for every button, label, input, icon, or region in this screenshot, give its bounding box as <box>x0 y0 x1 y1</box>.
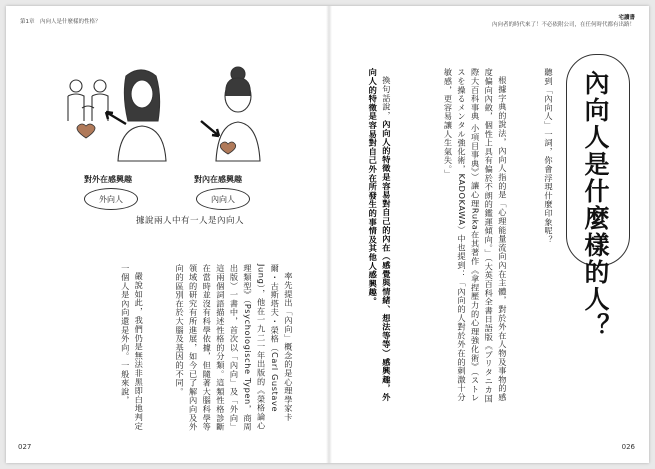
illustration-caption: 據說兩人中有一人是內向人 <box>136 216 245 226</box>
left-figure-label: 對外在感興趣 <box>84 175 132 184</box>
right-body-text <box>426 68 536 408</box>
right-page-number: 026 <box>621 443 635 451</box>
left-page-number: 027 <box>18 443 32 451</box>
extrovert-oval-label: 外向人 <box>99 194 123 204</box>
book-gutter <box>326 6 332 463</box>
right-figure-label: 對內在感興趣 <box>194 175 242 184</box>
introvert-oval-label: 內向人 <box>211 194 235 204</box>
people-figures <box>68 80 108 121</box>
small-heart-icon <box>77 124 95 138</box>
arrow-outward <box>106 112 126 124</box>
right-running-header-block <box>492 15 635 29</box>
arrow-inward <box>201 121 219 136</box>
left-body-text <box>102 264 322 432</box>
series-name: 宅讀書 <box>618 15 635 21</box>
chapter-title: 內向人是什麼樣的人？ <box>581 70 610 340</box>
left-running-header: 第1章 內向人是什麼樣的性格？ <box>20 19 101 25</box>
left-paragraph-1: 率先提出「內向」概念的是心理學家卡爾・古斯塔夫・榮格（Carl Gustave Jung），他在一九二一年出版的《榮格論心理類型》（Psychologische Typen，商周出版）一書中，首次以「內向」及「外向」這兩個詞語描述性格的分類。這類性格診斷在當時並沒有科學依據，但隨著大腦科學等領域的研究有所進展，如今已了解內向及外向的區別在於大腦及基因的不同。 <box>175 264 294 432</box>
right-running-header: 內向者的時代來了！不必依附公司，在任何時代都有出路！ <box>491 22 635 28</box>
book-spread <box>6 6 649 463</box>
extrovert-oval <box>84 188 138 210</box>
woman-inward <box>216 67 260 161</box>
woman-outward <box>118 70 166 161</box>
emphasis-intro: 換句話說， <box>381 76 392 121</box>
left-paragraph-2: 嚴說如此，我們仍是無法非黑即白地判定一個人是內向還是外向。一般來說， <box>120 264 145 431</box>
title-subtitle: 聽到「內向人」一詞，你會浮現什麼印象呢？ <box>544 68 554 244</box>
right-emphasis-text <box>352 68 420 408</box>
introvert-oval <box>196 188 250 210</box>
right-paragraph-1: 根據字典的說法，內向人指的是「心理能量流向內在主體，對於外在人物及事物的感度偏向內斂，個性上具有偏於不朗的鑑運傾向。」（大英百科全書日語版《ブリタニカ国際大百科事典 小項目事典》）讓心理Ruka在其著作《拿捏壓力的心理強化術》（ストレスを操るメンタル強化術，KADOKAWA）中也提到：「內向的人對於外在的刺激十分敏感，更容易讓人生氣失。」 <box>443 68 508 403</box>
emphasis-bold: 內向人的特徵是容易對自己的內在（感覺與情緒、想法等等）感興趣，外向人的特徵是容易對自己外在所發生的事情及其他人感興趣。 <box>368 68 392 402</box>
